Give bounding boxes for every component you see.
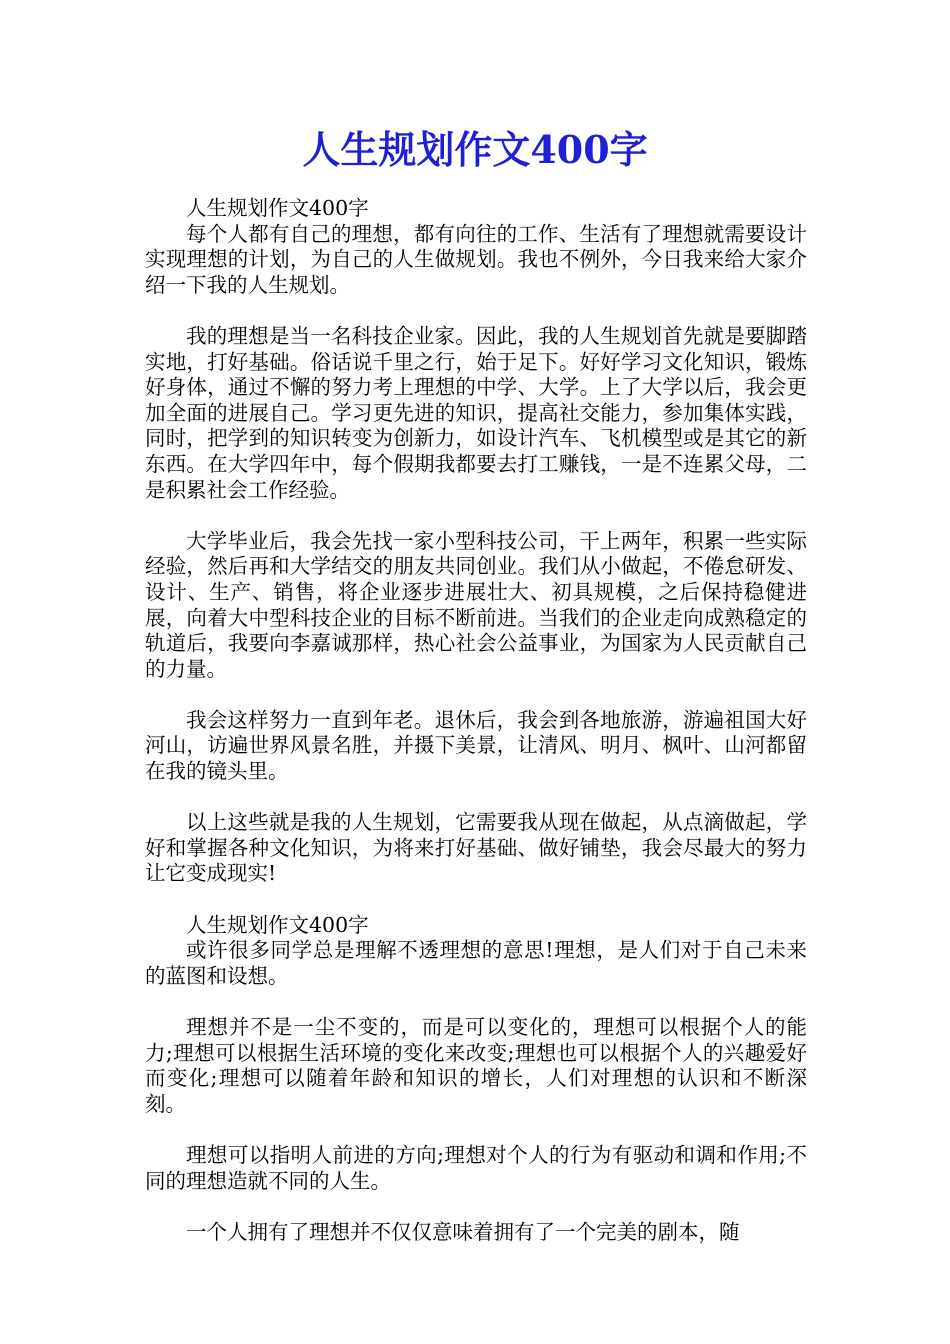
paragraph: 大学毕业后，我会先找一家小型科技公司，干上两年，积累一些实际经验，然后再和大学结交的朋友共同创业。我们从小做起，不倦怠研发、设计、生产、销售，将企业逐步进展壮大、初具规模，之后保持稳健进展，向着大中型科技企业的目标不断前进。当我们的企业走向成熟稳定的轨道后，我要向李嘉诚那样，热心社会公益事业，为国家为人民贡献自己的力量。 [145, 528, 807, 681]
paragraph: 理想可以指明人前进的方向;理想对个人的行为有驱动和调和作用;不同的理想造就不同的人生。 [145, 1142, 807, 1193]
paragraph: 人生规划作文400字 [186, 912, 369, 937]
paragraph: 每个人都有自己的理想，都有向往的工作、生活有了理想就需要设计实现理想的计划，为自己的人生做规划。我也不例外，今日我来给大家介绍一下我的人生规划。 [145, 221, 807, 297]
paragraph: 一个人拥有了理想并不仅仅意味着拥有了一个完美的剧本，随 [186, 1219, 740, 1244]
paragraph: 我的理想是当一名科技企业家。因此，我的人生规划首先就是要脚踏实地，打好基础。俗话说千里之行，始于足下。好好学习文化知识，锻炼好身体，通过不懈的努力考上理想的中学、大学。上了大学以后，我会更加全面的进展自己。学习更先进的知识，提高社交能力，参加集体实践，同时，把学到的知识转变为创新力，如设计汽车、飞机模型或是其它的新东西。在大学四年中，每个假期我都要去打工赚钱，一是不连累父母，二是积累社会工作经验。 [145, 323, 807, 502]
paragraph: 理想并不是一尘不变的，而是可以变化的，理想可以根据个人的能力;理想可以根据生活环境的变化来改变;理想也可以根据个人的兴趣爱好而变化;理想可以随着年龄和知识的增长，人们对理想的认识和不断深刻。 [145, 1015, 807, 1116]
document-title: 人生规划作文400字 [302, 127, 648, 172]
paragraph: 我会这样努力一直到年老。退休后，我会到各地旅游，游遍祖国大好河山，访遍世界风景名胜，并摄下美景，让清风、明月、枫叶、山河都留在我的镜头里。 [145, 707, 807, 784]
paragraph: 或许很多同学总是理解不透理想的意思!理想，是人们对于自己未来的蓝图和设想。 [145, 938, 807, 988]
document-body [145, 196, 807, 1245]
paragraph: 人生规划作文400字 [186, 196, 369, 220]
paragraph: 以上这些就是我的人生规划，它需要我从现在做起，从点滴做起，学好和掌握各种文化知识，为将来打好基础、做好铺垫，我会尽最大的努力让它变成现实! [145, 810, 807, 886]
